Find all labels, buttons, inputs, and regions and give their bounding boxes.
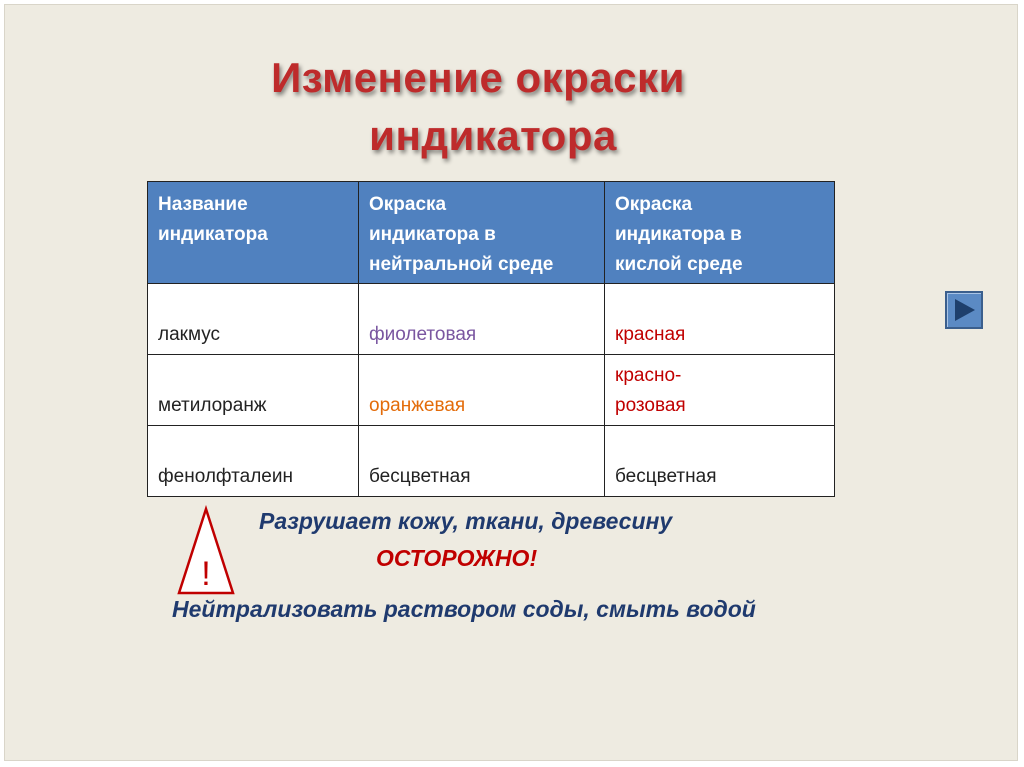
cell-indicator-name: фенолфталеин <box>148 426 359 497</box>
warning-exclamation: ! <box>201 555 211 593</box>
warning-neutralize-text: Нейтрализовать раствором соды, смыть водой <box>172 596 756 622</box>
header-text-line: индикатора в <box>615 224 742 245</box>
cell-acid-color <box>605 355 835 426</box>
table-row <box>148 355 835 426</box>
warning-caution-text: ОСТОРОЖНО! <box>376 545 538 571</box>
table-header-row <box>148 182 835 284</box>
header-text-line: Название <box>158 194 248 215</box>
table-row <box>148 426 835 497</box>
cell-text-line: бесцветная <box>615 466 717 487</box>
cell-acid-color <box>605 426 835 497</box>
header-text-line: индикатора в <box>369 224 496 245</box>
header-indicator-name <box>148 182 359 284</box>
warning-triangle-icon <box>176 505 236 602</box>
slide-title-line-1: Изменение окраски <box>271 54 685 101</box>
next-slide-button[interactable] <box>945 291 983 329</box>
header-text-line: индикатора <box>158 224 268 245</box>
warning-destroys-text: Разрушает кожу, ткани, древесину <box>259 508 673 534</box>
cell-acid-color <box>605 284 835 355</box>
header-text-line: Окраска <box>615 194 693 215</box>
cell-indicator-name: лакмус <box>148 284 359 355</box>
play-next-icon <box>951 297 977 323</box>
table-row <box>148 284 835 355</box>
cell-neutral-color: оранжевая <box>359 355 605 426</box>
header-neutral-color <box>359 182 605 284</box>
header-text-line: Окраска <box>369 194 447 215</box>
cell-neutral-color: бесцветная <box>359 426 605 497</box>
cell-text-line: красно- <box>615 365 682 386</box>
cell-neutral-color: фиолетовая <box>359 284 605 355</box>
header-text-line: нейтральной среде <box>369 254 554 275</box>
cell-text-line: розовая <box>615 395 686 416</box>
cell-text-line: красная <box>615 324 686 345</box>
header-text-line: кислой среде <box>615 254 743 275</box>
indicator-table <box>147 181 835 497</box>
slide-title-line-2: индикатора <box>369 112 617 159</box>
cell-indicator-name: метилоранж <box>148 355 359 426</box>
header-acid-color <box>605 182 835 284</box>
